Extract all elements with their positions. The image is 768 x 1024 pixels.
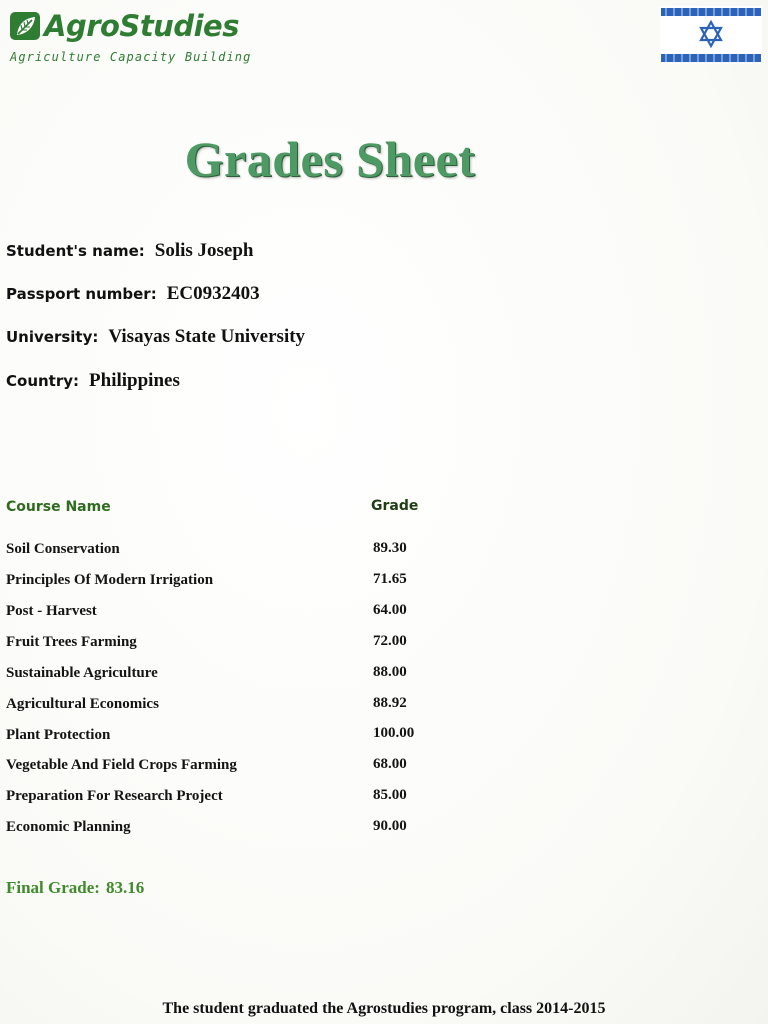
- course-grade: 71.65: [373, 571, 407, 587]
- graduation-statement: The student graduated the Agrostudies program, class 2014-2015: [162, 1000, 606, 1017]
- student-name-field: [6, 240, 254, 262]
- agrostudies-logo: [8, 8, 252, 68]
- student-name-value: Solis Joseph: [154, 240, 254, 261]
- course-grade: 100.00: [373, 725, 415, 741]
- passport-number-field: [6, 283, 260, 305]
- course-grade: 88.92: [373, 695, 407, 711]
- final-grade-value: 83.16: [105, 878, 145, 897]
- course-name: Agricultural Economics: [6, 696, 159, 712]
- course-name: Sustainable Agriculture: [6, 665, 158, 681]
- course-name: Plant Protection: [6, 727, 111, 743]
- logo-tagline: Agriculture Capacity Building: [10, 50, 252, 64]
- page-title: Grades Sheet: [184, 131, 476, 187]
- course-name: Post - Harvest: [6, 603, 97, 619]
- leaf-icon: [10, 12, 40, 40]
- country-field: [6, 370, 180, 392]
- university-label: University:: [6, 328, 99, 346]
- final-grade-label: Final Grade:: [6, 878, 100, 897]
- course-grade: 85.00: [373, 787, 407, 803]
- country-label: Country:: [6, 372, 80, 390]
- course-grade: 88.00: [373, 664, 407, 680]
- course-grade: 90.00: [373, 818, 407, 834]
- grade-header: Grade: [371, 498, 419, 514]
- course-grade: 89.30: [373, 540, 407, 556]
- course-name: Soil Conservation: [6, 541, 120, 557]
- university-field: [6, 326, 305, 348]
- passport-number-label: Passport number:: [6, 285, 157, 303]
- course-name: Preparation For Research Project: [6, 788, 223, 804]
- logo-wordmark: AgroStudies: [44, 9, 239, 43]
- student-name-label: Student's name:: [6, 242, 145, 260]
- course-grade: 68.00: [373, 756, 407, 772]
- course-name: Fruit Trees Farming: [6, 634, 137, 650]
- course-name-header: Course Name: [6, 499, 111, 515]
- israel-flag-icon: [660, 6, 762, 64]
- country-value: Philippines: [89, 370, 180, 391]
- course-grade: 64.00: [373, 602, 407, 618]
- course-grade: 72.00: [373, 633, 407, 649]
- final-grade: [6, 878, 144, 898]
- university-value: Visayas State University: [108, 326, 306, 347]
- passport-number-value: EC0932403: [166, 283, 260, 304]
- course-name: Principles Of Modern Irrigation: [6, 572, 214, 588]
- course-name: Economic Planning: [6, 819, 131, 835]
- course-name: Vegetable And Field Crops Farming: [6, 757, 237, 773]
